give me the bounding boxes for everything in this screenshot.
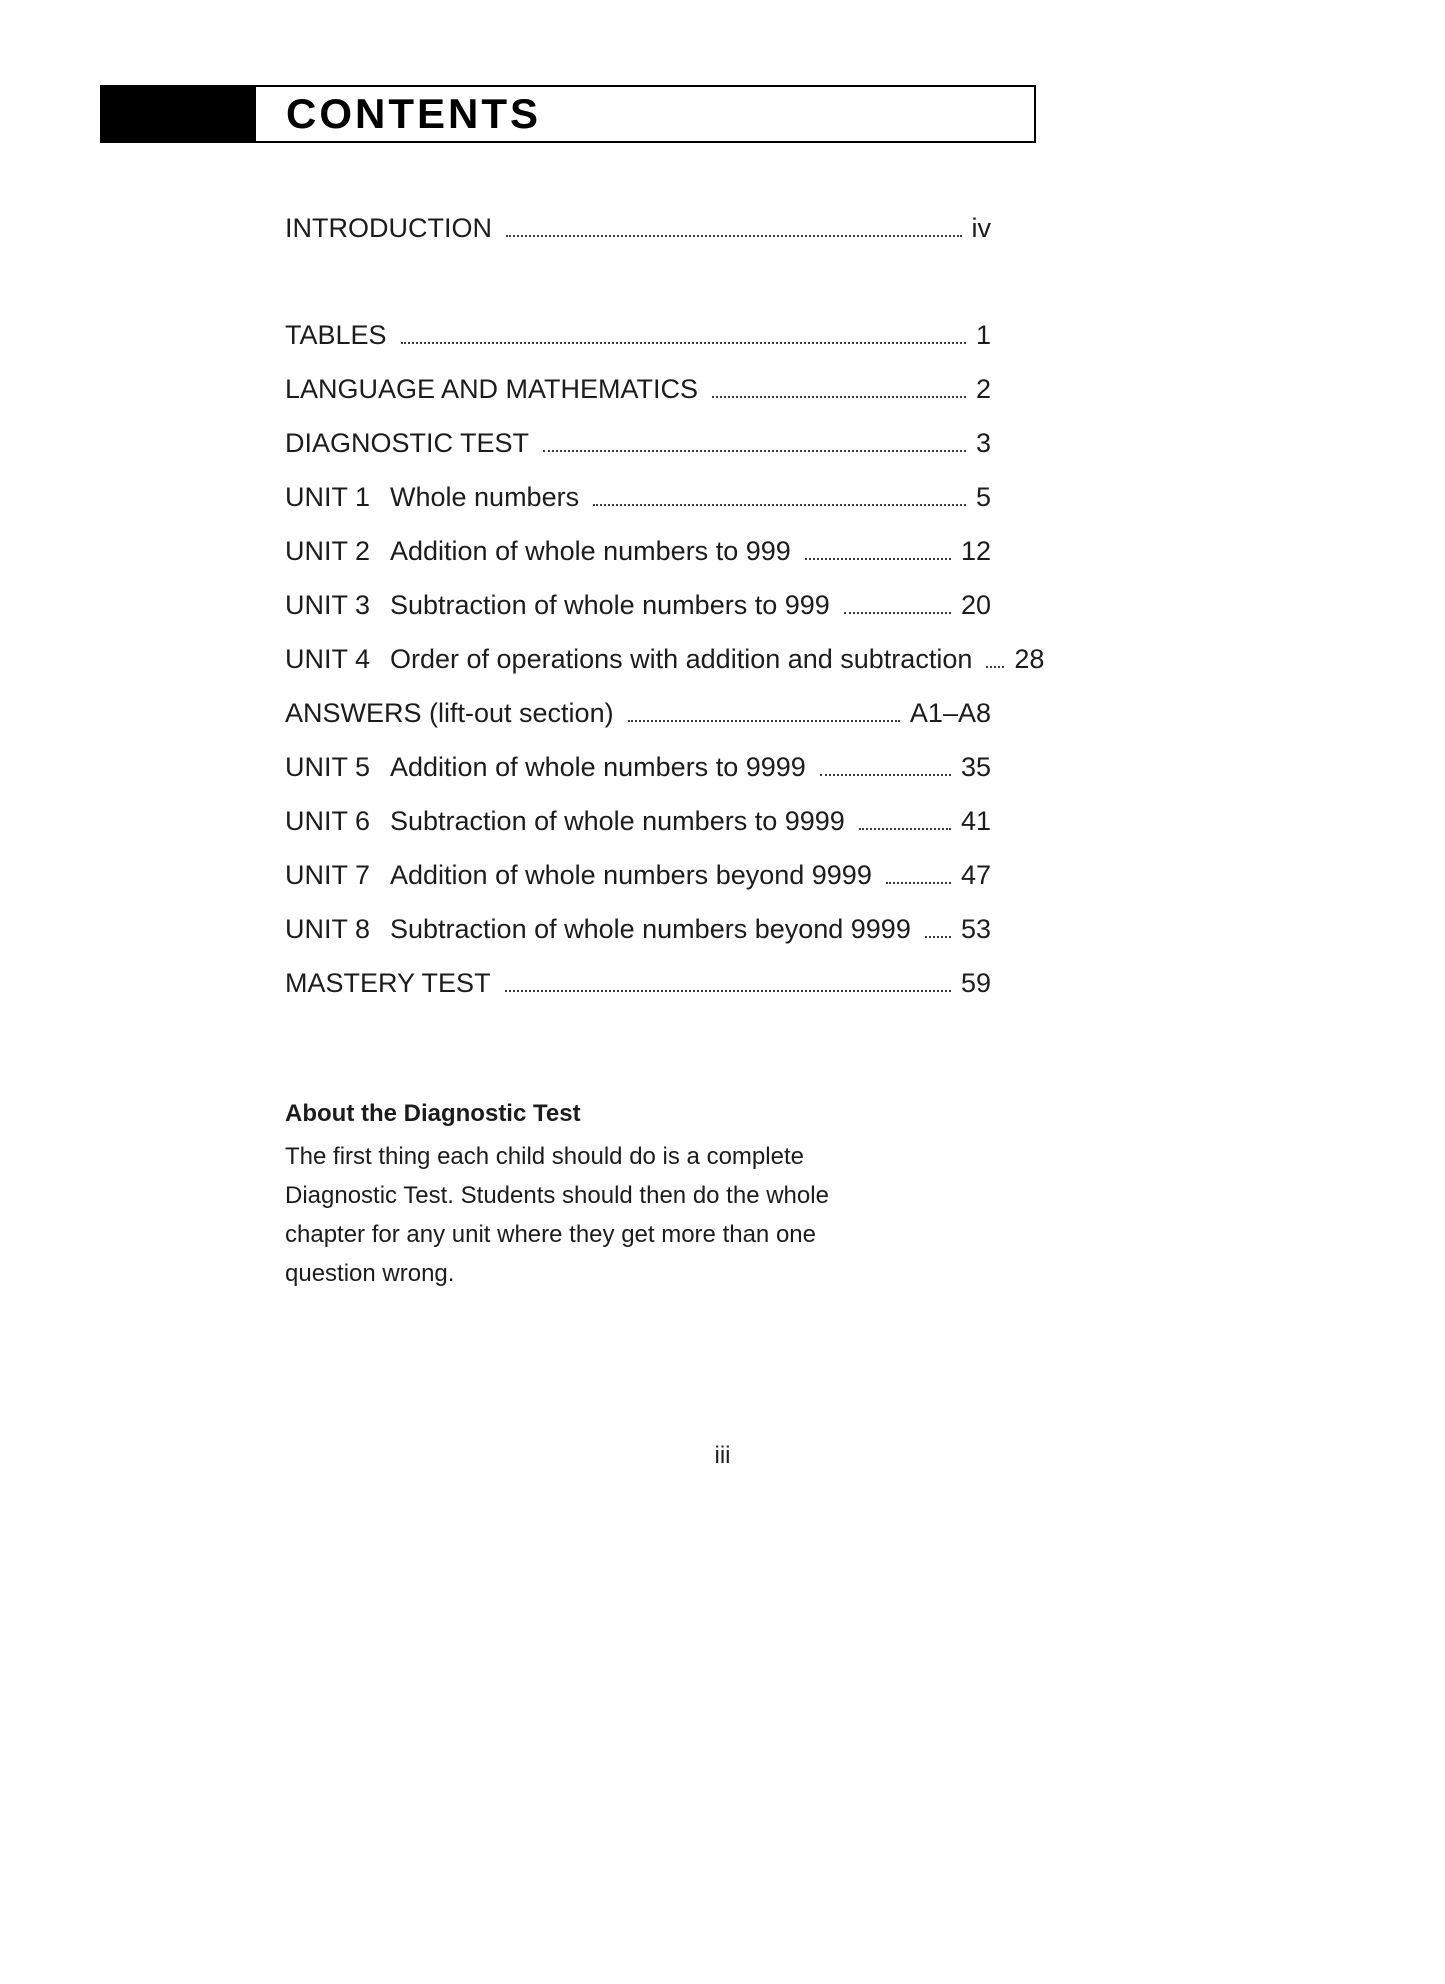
toc-entry-answers xyxy=(285,697,991,730)
toc-entry-page: 1 xyxy=(975,320,991,350)
toc-entry-page: 47 xyxy=(960,860,991,890)
toc-entry-title: DIAGNOSTIC TEST xyxy=(285,428,530,458)
toc-dotted-leader xyxy=(712,396,966,398)
toc-entry-page: 59 xyxy=(960,968,991,998)
toc-entry-page: 2 xyxy=(975,374,991,404)
toc-entry-introduction xyxy=(285,212,991,245)
toc-dotted-leader xyxy=(925,936,951,938)
about-heading: About the Diagnostic Test xyxy=(285,1100,581,1127)
toc-entry-diagnostic-test xyxy=(285,427,991,460)
toc-entry-prefix: UNIT 1 xyxy=(285,482,371,512)
toc-entry-title: MASTERY TEST xyxy=(285,968,491,998)
table-of-contents xyxy=(285,212,1045,1021)
toc-dotted-leader xyxy=(543,450,966,452)
toc-entry-prefix: UNIT 8 xyxy=(285,914,371,944)
page-title: CONTENTS xyxy=(286,90,541,137)
toc-entry-prefix: UNIT 3 xyxy=(285,590,371,620)
toc-entry-title: INTRODUCTION xyxy=(285,213,492,243)
toc-entry-title: Whole numbers xyxy=(390,482,580,512)
toc-entry-title: ANSWERS (lift-out section) xyxy=(285,698,614,728)
toc-dotted-leader xyxy=(593,504,966,506)
toc-entry-title: Subtraction of whole numbers beyond 9999 xyxy=(390,914,911,944)
toc-entry-title: TABLES xyxy=(285,320,387,350)
toc-entry-page: iv xyxy=(971,213,991,243)
toc-entry-mastery-test xyxy=(285,967,991,1000)
toc-entry-unit-8 xyxy=(285,913,991,946)
toc-entry-title: Addition of whole numbers to 999 xyxy=(390,536,791,566)
toc-dotted-leader xyxy=(401,342,966,344)
toc-entry-prefix: UNIT 5 xyxy=(285,752,371,782)
toc-entry-tables xyxy=(285,319,991,352)
toc-entry-title: Subtraction of whole numbers to 9999 xyxy=(390,806,845,836)
about-diagnostic-test-section xyxy=(285,1094,897,1293)
toc-entry-title: Addition of whole numbers to 9999 xyxy=(390,752,806,782)
toc-dotted-leader xyxy=(506,235,962,237)
toc-entry-page: A1–A8 xyxy=(909,698,991,728)
toc-entry-page: 28 xyxy=(1014,644,1045,674)
toc-entry-language-and-mathematics xyxy=(285,373,991,406)
toc-entry-unit-6 xyxy=(285,805,991,838)
toc-entry-unit-4 xyxy=(285,643,1045,676)
toc-entry-title: LANGUAGE AND MATHEMATICS xyxy=(285,374,699,404)
header-black-block xyxy=(100,85,254,143)
toc-entry-unit-3 xyxy=(285,589,991,622)
toc-entry-page: 5 xyxy=(975,482,991,512)
toc-entry-title: Order of operations with addition and subtraction xyxy=(390,644,973,674)
toc-entry-page: 20 xyxy=(960,590,991,620)
toc-entry-title: Addition of whole numbers beyond 9999 xyxy=(390,860,872,890)
toc-entry-unit-5 xyxy=(285,751,991,784)
toc-entry-unit-7 xyxy=(285,859,991,892)
toc-entry-unit-2 xyxy=(285,535,991,568)
toc-dotted-leader xyxy=(859,828,951,830)
page-number: iii xyxy=(714,1442,731,1469)
toc-dotted-leader xyxy=(505,990,951,992)
toc-entry-page: 53 xyxy=(960,914,991,944)
toc-entry-page: 3 xyxy=(975,428,991,458)
toc-dotted-leader xyxy=(844,612,951,614)
toc-entry-prefix: UNIT 6 xyxy=(285,806,371,836)
toc-entry-unit-1 xyxy=(285,481,991,514)
toc-dotted-leader xyxy=(986,666,1004,668)
header-title-box xyxy=(254,85,1036,143)
toc-dotted-leader xyxy=(805,558,951,560)
toc-entry-prefix: UNIT 4 xyxy=(285,644,371,674)
toc-dotted-leader xyxy=(628,720,900,722)
toc-entry-page: 41 xyxy=(960,806,991,836)
toc-entry-page: 35 xyxy=(960,752,991,782)
about-body-text: The first thing each child should do is a complete Diagnostic Test. Students should then do the whole chapter for any unit where they get more than one question wrong. xyxy=(285,1143,829,1287)
toc-entry-title: Subtraction of whole numbers to 999 xyxy=(390,590,830,620)
contents-header xyxy=(100,85,1036,143)
toc-dotted-leader xyxy=(886,882,951,884)
toc-entry-prefix: UNIT 7 xyxy=(285,860,371,890)
toc-dotted-leader xyxy=(820,774,951,776)
toc-entry-page: 12 xyxy=(960,536,991,566)
toc-entry-prefix: UNIT 2 xyxy=(285,536,371,566)
